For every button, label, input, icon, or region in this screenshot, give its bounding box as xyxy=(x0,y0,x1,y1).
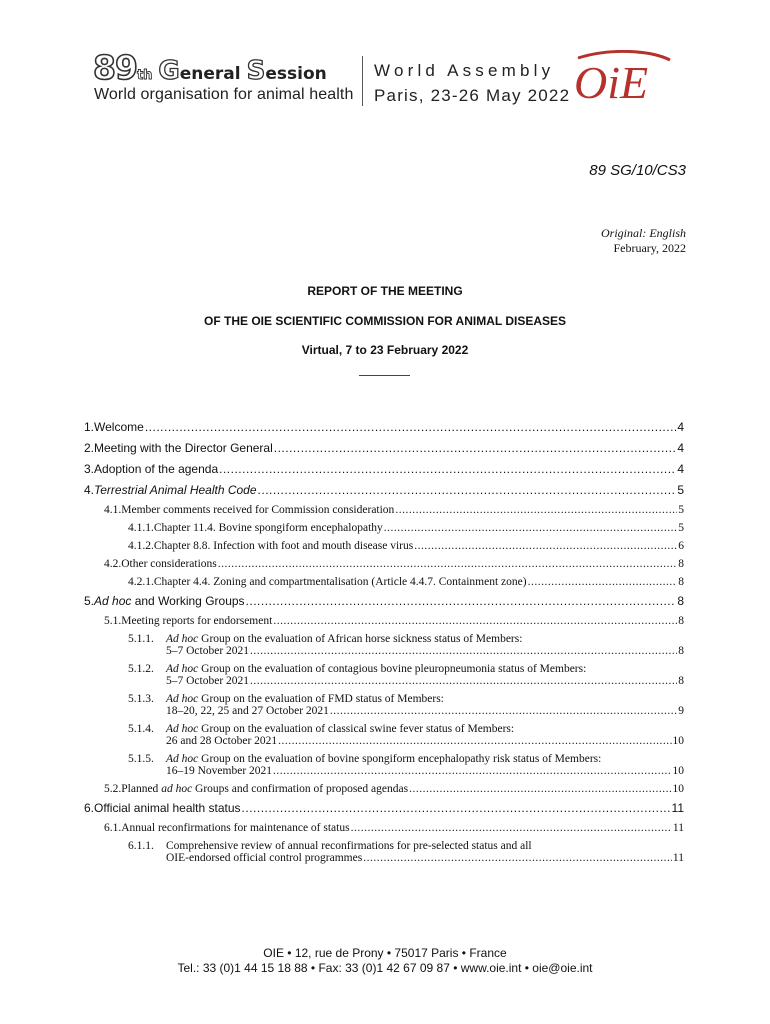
assembly-place-dates: Paris, 23-26 May 2022 xyxy=(374,86,571,105)
table-of-contents xyxy=(84,420,684,870)
toc-item-6[interactable]: 6. Official animal health status ..... 11 xyxy=(84,801,684,815)
toc-item-5-1[interactable]: 5.1. Meeting reports for endorsement ..... 8 xyxy=(84,615,684,627)
general-rest: eneral xyxy=(179,64,241,84)
document-date: February, 2022 xyxy=(613,241,686,255)
toc-item-5-1-3[interactable]: 5.1.3. Ad hoc Group on the evaluation of FMD status of Members: 18–20, 22, 25 and 27 October 2021 ..... 9 xyxy=(84,693,684,717)
footer-address: OIE • 12, rue de Prony • 75017 Paris • France xyxy=(263,946,507,960)
toc-item-5-1-4[interactable]: 5.1.4. Ad hoc Group on the evaluation of classical swine fever status of Members: 26 and 28 October 2021 ..... 10 xyxy=(84,723,684,747)
toc-item-4-2[interactable]: 4.2. Other considerations ..... 8 xyxy=(84,558,684,570)
toc-item-4[interactable]: 4. Terrestrial Animal Health Code ..... 5 xyxy=(84,483,684,497)
toc-item-4-1[interactable]: 4.1. Member comments received for Commission consideration ..... 5 xyxy=(84,504,684,516)
organisation-subtitle: World organisation for animal health xyxy=(94,86,354,103)
session-banner xyxy=(93,48,327,87)
toc-item-5-1-2[interactable]: 5.1.2. Ad hoc Group on the evaluation of contagious bovine pleuropneumonia status of Members: 5–7 October 2021 ..... 8 xyxy=(84,663,684,687)
session-rest: ession xyxy=(265,64,327,84)
toc-item-5[interactable]: 5. Ad hoc and Working Groups ..... 8 xyxy=(84,594,684,608)
title-divider xyxy=(359,375,410,376)
footer-contact: Tel.: 33 (0)1 44 15 18 88 • Fax: 33 (0)1 42 67 09 87 • www.oie.int • oie@oie.int xyxy=(177,961,593,975)
toc-item-5-1-5[interactable]: 5.1.5. Ad hoc Group on the evaluation of bovine spongiform encephalopathy risk status of Members: 16–19 November 2021 ..... 10 xyxy=(84,753,684,777)
report-title-line1: REPORT OF THE MEETING xyxy=(307,284,463,298)
toc-item-4-1-2[interactable]: 4.1.2. Chapter 8.8. Infection with foot and mouth disease virus ..... 6 xyxy=(84,540,684,552)
toc-item-5-2[interactable]: 5.2. Planned ad hoc Groups and confirmation of proposed agendas ..... 10 xyxy=(84,783,684,795)
oie-logo xyxy=(570,50,675,110)
toc-item-1[interactable]: 1. Welcome ..... 4 xyxy=(84,420,684,434)
report-title-line2: OF THE OIE SCIENTIFIC COMMISSION FOR ANIMAL DISEASES xyxy=(203,314,567,328)
toc-item-6-1-1[interactable]: 6.1.1. Comprehensive review of annual reconfirmations for pre-selected status and all OIE-endorsed official control programmes ..... 11 xyxy=(84,840,684,864)
toc-item-6-1[interactable]: 6.1. Annual reconfirmations for maintenance of status ..... 11 xyxy=(84,822,684,834)
meeting-dates: Virtual, 7 to 23 February 2022 xyxy=(301,343,469,357)
header-divider xyxy=(362,56,363,106)
toc-item-2[interactable]: 2. Meeting with the Director General ..... 4 xyxy=(84,441,684,455)
document-reference: 89 SG/10/CS3 xyxy=(589,162,686,179)
session-suffix: th xyxy=(136,68,153,83)
general-initial: G xyxy=(158,56,180,86)
session-number: 89 xyxy=(93,48,137,87)
toc-item-5-1-1[interactable]: 5.1.1. Ad hoc Group on the evaluation of African horse sickness status of Members: 5–7 October 2021 ..... 8 xyxy=(84,633,684,657)
world-assembly-label: World Assembly xyxy=(374,61,555,80)
toc-item-3[interactable]: 3. Adoption of the agenda ..... 4 xyxy=(84,462,684,476)
logo-text: OiE xyxy=(574,57,649,108)
toc-item-4-1-1[interactable]: 4.1.1. Chapter 11.4. Bovine spongiform encephalopathy ..... 5 xyxy=(84,522,684,534)
original-language: Original: English xyxy=(600,226,686,240)
session-initial: S xyxy=(246,56,266,86)
toc-item-4-2-1[interactable]: 4.2.1. Chapter 4.4. Zoning and compartmentalisation (Article 4.4.7. Containment zone) ..... 8 xyxy=(84,576,684,588)
